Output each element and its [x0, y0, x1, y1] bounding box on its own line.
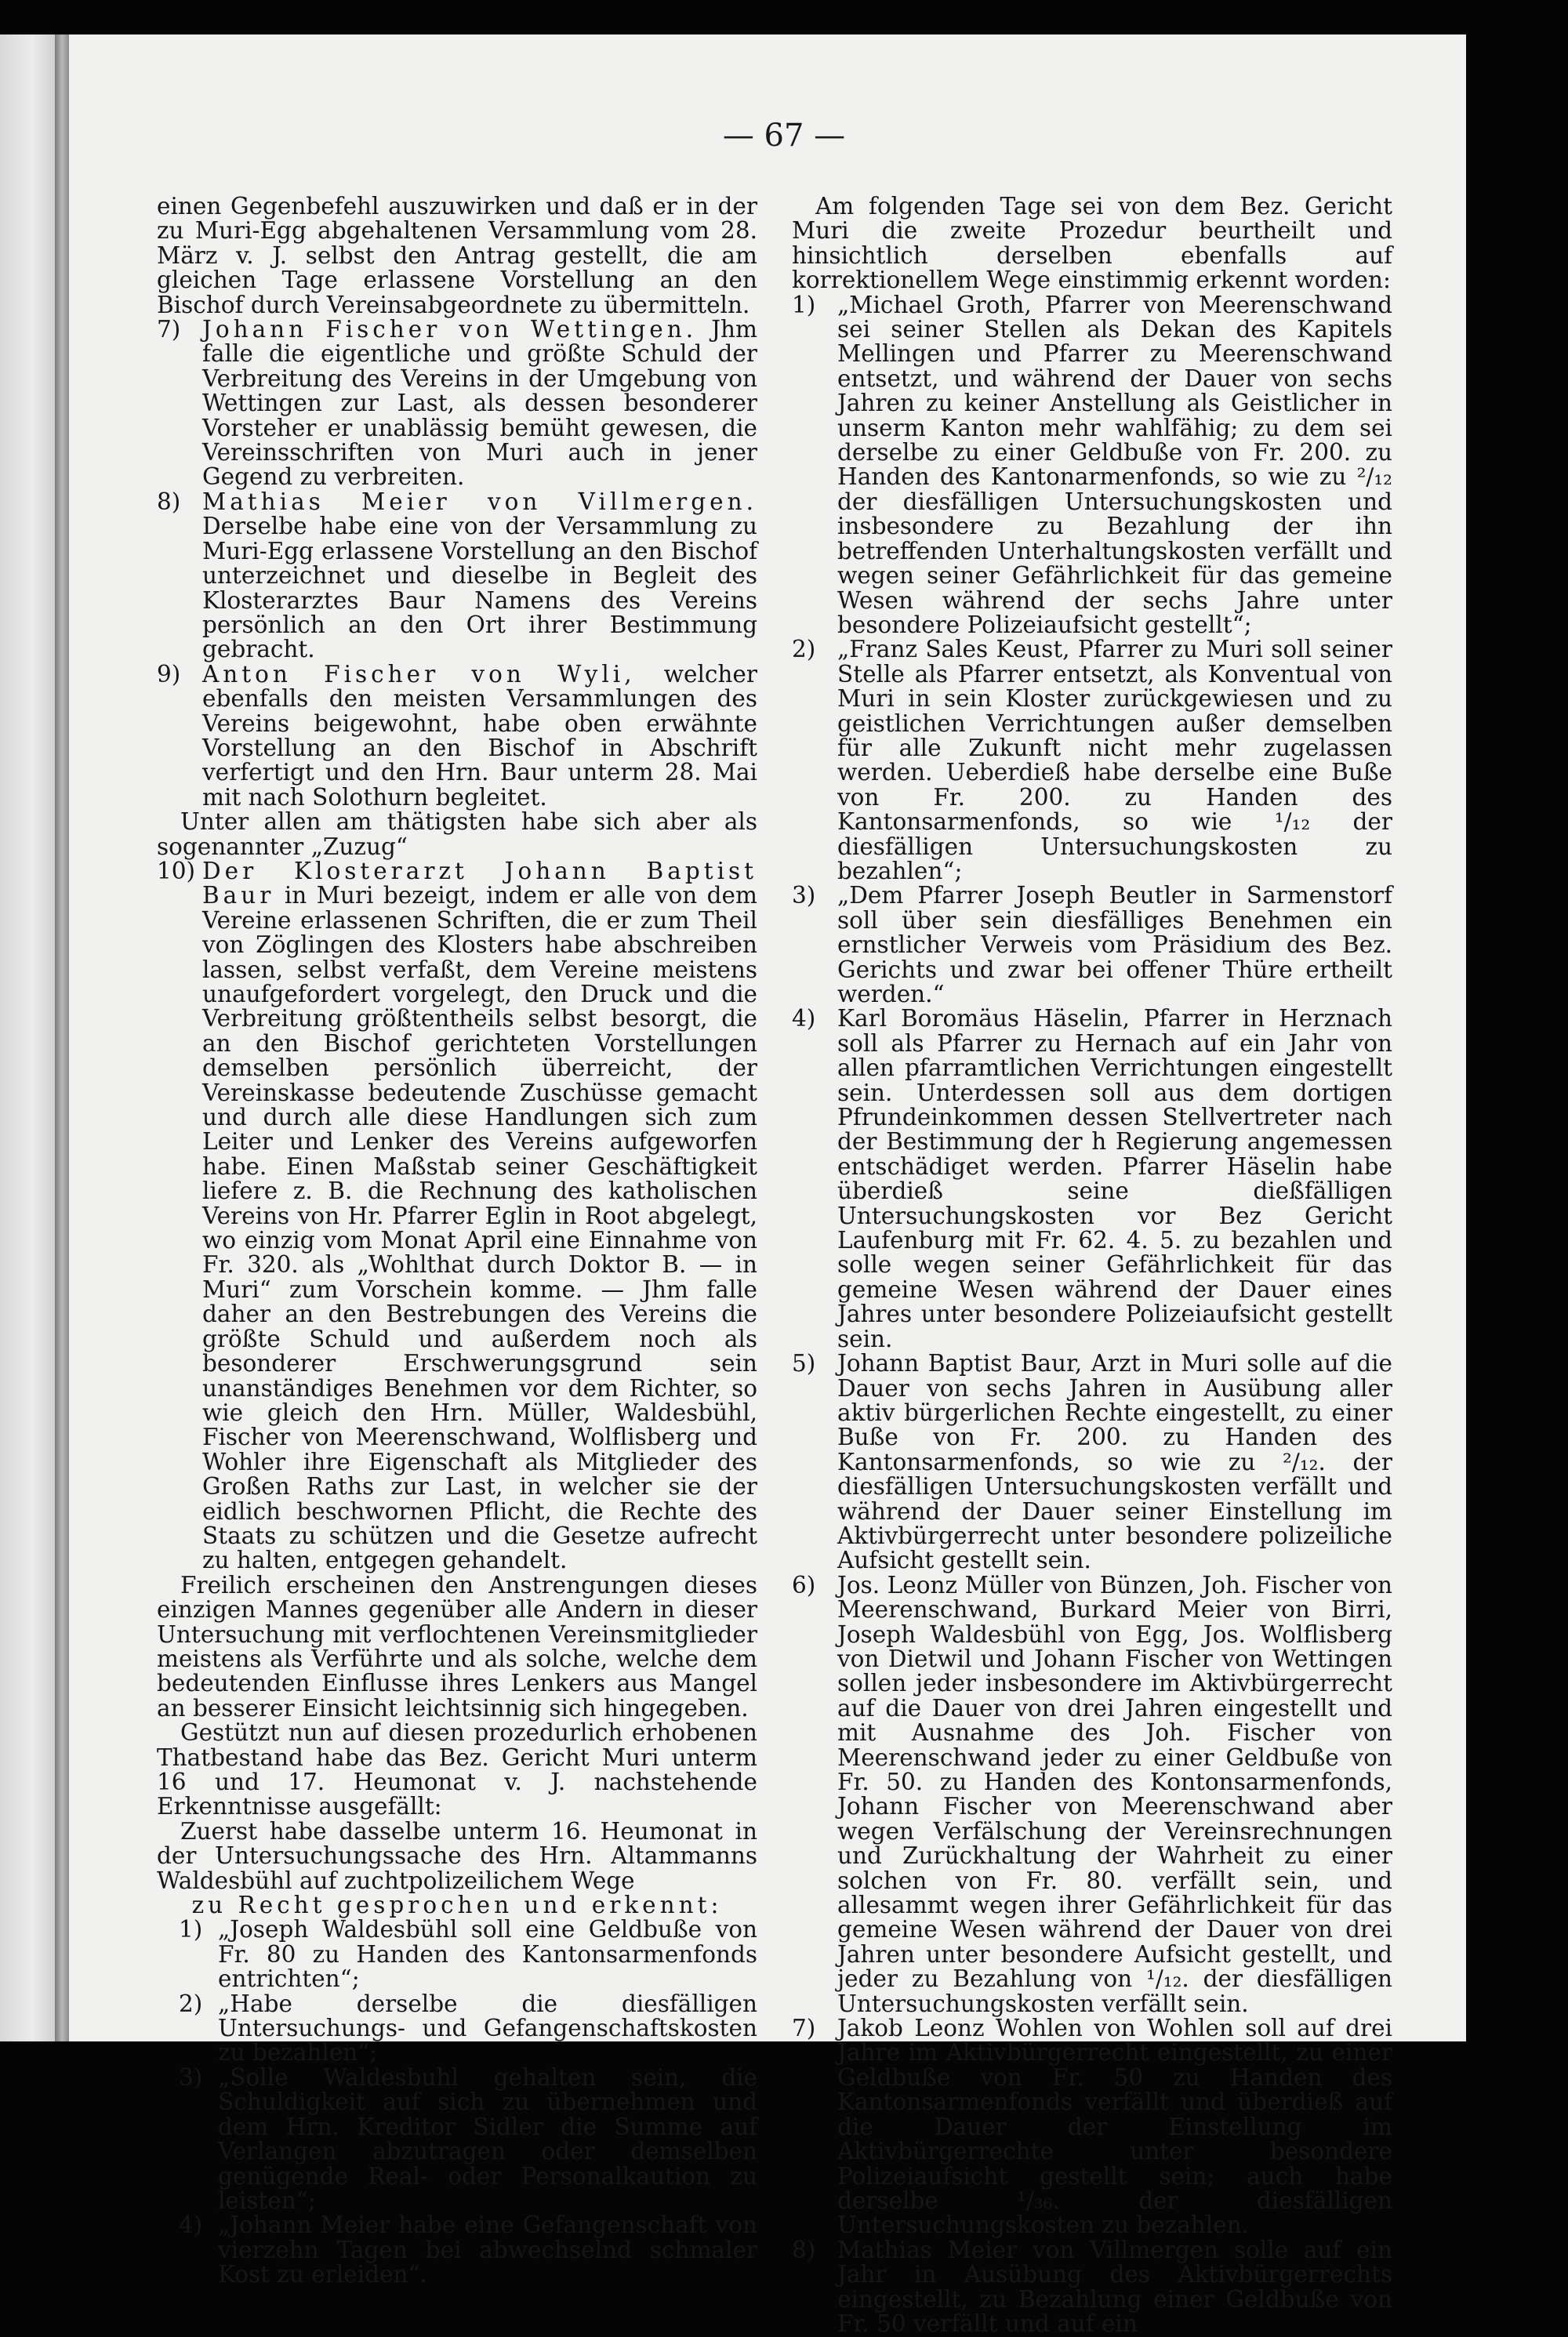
person-name: Der Klosterarzt Johann Baptist Baur — [202, 857, 757, 909]
person-name: Mathias Meier von Villmergen. — [202, 488, 757, 515]
page-number: — 67 — — [722, 118, 846, 154]
item-number: 3) — [792, 882, 816, 909]
list-item — [157, 2213, 757, 2287]
list-item — [157, 490, 757, 662]
list-item — [792, 637, 1392, 884]
item-text: Jhm falle die eigentliche und größte Schuld der Verbreitung des Vereins in der Umgebung von Wettingen zur Last, als dessen besonderer Vorsteher er unablässig bemüht gewesen, die Vereinsschriften von Muri auch in jener Gegend zu verbreiten. — [202, 316, 757, 491]
verdict-heading: zu Recht gesprochen und erkennt: — [191, 1892, 723, 1919]
list-item — [792, 1007, 1392, 1352]
zuerst-paragraph: Zuerst habe dasselbe unterm 16. Heumonat in der Untersuchungssache des Hrn. Altammanns Waldesbühl auf zuchtpolizeilichem Wege — [157, 1817, 757, 1894]
list-item — [157, 1918, 757, 1991]
item-number: 6) — [792, 1571, 816, 1599]
item-number: 1) — [792, 291, 816, 318]
item-text: Jos. Leonz Müller von Bünzen, Joh. Fischer von Meerenschwand, Burkard Meier von Birri, Joseph Waldesbühl von Egg, Jos. Wolflisberg von Dietwil und Johann Fischer von Wettingen sollen jeder insbesondere im Aktivbürgerrecht auf die Dauer von drei Jahren eingestellt und mit Ausnahme des Joh. Fischer von Meerenschwand jeder zu einer Geldbuße von Fr. 50. zu Handen des Kontonsarmenfonds, Johann Fischer von Meerenschwand aber wegen Verfälschung der Vereinsrechnungen und Zurückhaltung der Wahrheit zu einer solchen von Fr. 80. verfällt sein, und allesammt wegen ihrer Gefährlichkeit für das gemeine Wesen während der Dauer von drei Jahren unter besondere Aufsicht gestellt, und jeder zu Bezahlung von ¹/₁₂. der diesfälligen Untersuchungskosten verfällt sein. — [837, 1571, 1392, 2017]
item-text: Jakob Leonz Wohlen von Wohlen soll auf drei Jahre im Aktivbürgerrecht eingestellt, zu einer Geldbuße von Fr. 50 zu Handen des Kantonsarmenfonds verfällt und überdieß auf die Dauer der Einstellung im Aktivbürgerrechte unter besondere Polizeiaufsicht gestellt sein; auch habe derselbe ¹/₃₆. der diesfälligen Untersuchungskosten zu bezahlen. — [837, 2015, 1392, 2239]
list-item — [157, 1992, 757, 2066]
list-item — [792, 2238, 1392, 2337]
list-item — [157, 859, 757, 1573]
item-number: 4) — [179, 2212, 203, 2239]
item-text: welcher ebenfalls den meisten Versammlungen des Vereins beigewohnt, habe oben erwähnte Vorstellung an den Bischof in Abschrift verfertigt und den Hrn. Baur unterm 28. Mai mit nach Solothurn begleitet. — [202, 660, 757, 811]
left-column — [157, 194, 757, 2288]
item-number: 10) — [157, 857, 196, 884]
zuzug-paragraph: Unter allen am thätigsten habe sich aber als sogenannter „Zuzug“ — [157, 808, 757, 860]
right-intro-paragraph: Am folgenden Tage sei von dem Bez. Gericht Muri die zweite Prozedur beurtheilt und hinsichtlich derselben ebenfalls auf korrektionellem Wege einstimmig erkennt worden: — [792, 193, 1392, 294]
item-number: 4) — [792, 1005, 816, 1032]
item-number: 2) — [792, 636, 816, 663]
item-number: 8) — [792, 2236, 816, 2263]
item-text: „Michael Groth, Pfarrer von Meerenschwand sei seiner Stellen als Dekan des Kapitels Mellingen und Pfarrer zu Meerenschwand entsetzt, und während der Dauer von sechs Jahren zu keiner Anstellung als Geistlicher in unserm Kanton mehr wahlfähig; zu dem sei derselbe zu einer Geldbuße von Fr. 200. zu Handen des Kantonarmenfonds, so wie zu ²/₁₂ der diesfälligen Untersuchungskosten und insbesondere zu Bezahlung der ihn betreffenden Unterhaltungskosten verfällt und wegen seiner Gefährlichkeit für das gemeine Wesen während der sechs Jahre unter besondere Polizeiaufsicht gestellt“; — [837, 291, 1392, 638]
gestuetzt-paragraph: Gestützt nun auf diesen prozedurlich erhobenen Thatbestand habe das Bez. Gericht Muri unterm 16 und 17. Heumonat v. J. nachstehende Erkenntnisse ausgefällt: — [157, 1719, 757, 1820]
item-text: „Solle Waldesbuhl gehalten sein, die Schuldigkeit auf sich zu übernehmen und dem Hrn. Kreditor Sidler die Summe auf Verlangen abzutragen oder demselben genügende Real- oder Personalkaution zu leisten“; — [218, 2063, 757, 2214]
list-item — [157, 2063, 757, 2214]
item-text: Johann Baptist Baur, Arzt in Muri solle auf die Dauer von sechs Jahren in Ausübung aller aktiv bürgerlichen Rechte eingestellt, zu einer Buße von Fr. 200. zu Handen des Kantonsarmenfonds, so wie zu ²/₁₂. der diesfälligen Untersuchungskosten verfällt und während der Dauer seiner Einstellung im Aktivbürgerrecht unter besondere polizeiliche Aufsicht gestellt sein. — [837, 1350, 1392, 1574]
item-text: Karl Boromäus Häselin, Pfarrer in Herznach soll als Pfarrer zu Hernach auf ein Jahr von allen pfarramtlichen Verrichtungen eingestellt sein. Unterdessen soll aus dem dortigen Pfrundeinkommen dessen Stellvertreter nach der Bestimmung der h Regierung angemessen entschädiget werden. Pfarrer Häselin habe überdieß seine dießfälligen Untersuchungskosten vor Bez Gericht Laufenburg mit Fr. 62. 4. 5. zu bezahlen und solle wegen seiner Gefährlichkeit für das gemeine Wesen während der Dauer eines Jahres unter besondere Polizeiaufsicht gestellt sein. — [837, 1005, 1392, 1352]
item-text: „Dem Pfarrer Joseph Beutler in Sarmenstorf soll über sein diesfälliges Benehmen ein ernstlicher Verweis vom Präsidium des Bez. Gerichts und zwar bei offener Thüre ertheilt werden.“ — [837, 882, 1392, 1007]
item-number: 7) — [157, 316, 181, 343]
item-text: „Franz Sales Keust, Pfarrer zu Muri soll seiner Stelle als Pfarrer entsetzt, als Konventual von Muri in sein Kloster zurückgewiesen und zu geistlichen Verrichtungen außer demselben für alle Zukunft nicht mehr zugelassen werden. Ueberdieß habe derselbe eine Buße von Fr. 200. zu Handen des Kantonsarmenfonds, so wie ¹/₁₂ der diesfälligen Untersuchungskosten zu bezahlen“; — [837, 636, 1392, 884]
item-text: „Habe derselbe die diesfälligen Untersuchungs- und Gefangenschaftskosten zu bezahlen“; — [218, 1990, 757, 2067]
facing-page-edge — [0, 34, 55, 2041]
item-number: 5) — [792, 1350, 816, 1377]
item-text: „Johann Meier habe eine Gefangenschaft von vierzehn Tagen bei abwechselnd schmaler Kost zu erleiden“. — [218, 2212, 757, 2288]
left-intro-paragraph: einen Gegenbefehl auszuwirken und daß er in der zu Muri-Egg abgehaltenen Versammlung vom 28. März v. J. selbst den Antrag gestellt, die am gleichen Tage erlassene Vorstellung an den Bischof durch Vereinsabgeordnete zu übermitteln. — [157, 193, 757, 318]
item-number: 3) — [179, 2063, 203, 2091]
book-spine — [55, 34, 69, 2041]
item-number: 8) — [157, 488, 181, 515]
item-number: 9) — [157, 660, 181, 688]
person-name: Johann Fischer von Wettingen. — [202, 316, 698, 343]
person-name: Anton Fischer von Wyli, — [202, 660, 636, 688]
list-item — [792, 884, 1392, 1007]
freilich-paragraph: Freilich erscheinen den Anstrengungen dieses einzigen Mannes gegenüber alle Andern in dieser Untersuchung mit verflochtenen Vereinsmitglieder meistens als Verführte und als solche, welche dem bedeutenden Einflusse ihres Lenkers aus Mangel an besserer Einsicht leichtsinnig sich hingegeben. — [157, 1571, 757, 1722]
list-item — [792, 2016, 1392, 2238]
item-text: Mathias Meier von Villmergen solle auf ein Jahr in Ausübung des Aktivbürgerrechts eingestellt, zu Bezahlung einer Geldbuße von Fr. 50 verfällt und auf ein — [837, 2236, 1392, 2337]
list-item — [792, 293, 1392, 638]
item-number: 1) — [179, 1916, 203, 1943]
item-number: 7) — [792, 2015, 816, 2042]
list-item — [157, 318, 757, 490]
item-text: in Muri bezeigt, indem er alle von dem Vereine erlassenen Schriften, die er zum Theil von Zöglingen des Klosters habe abschreiben lassen, selbst verfaßt, dem Vereine meistens unaufgefordert vorgelegt, den Druck und die Verbreitung größtentheils selbst besorgt, die an den Bischof gerichteten Vorstellungen demselben persönlich überreicht, der Vereinskasse bedeutende Zuschüsse gemacht und durch alle diese Handlungen sich zum Leiter und Lenker des Vereins aufgeworfen habe. Einen Maßstab seiner Geschäftigkeit liefere z. B. die Rechnung des katholischen Vereins von Hr. Pfarrer Eglin in Root abgelegt, wo einzig vom Monat April eine Einnahme von Fr. 320. als „Wohlthat durch Doktor B. — in Muri“ zum Vorschein komme. — Jhm falle daher an den Bestrebungen des Vereins die größte Schuld und außerdem noch als besonderer Erschwerungsgrund sein unanständiges Benehmen vor dem Richter, so wie gleich den Hrn. Müller, Waldesbühl, Fischer von Meerenschwand, Wolflisberg und Wohler ihre Eigenschaft als Mitglieder des Großen Raths zur Last, in welcher sie der eidlich beschwornen Pflicht, die Rechte des Staats zu schützen und die Gesetze aufrecht zu halten, entgegen gehandelt. — [202, 882, 757, 1574]
list-item — [157, 662, 757, 810]
list-item — [792, 1573, 1392, 2016]
right-column — [792, 194, 1392, 2336]
item-text: Derselbe habe eine von der Versammlung zu Muri-Egg erlassene Vorstellung an den Bischof unterzeichnet und dieselbe in Begleit des Klosterarztes Baur Namens des Vereins persönlich an den Ort ihrer Bestimmung gebracht. — [202, 513, 757, 663]
item-text: „Joseph Waldesbühl soll eine Geldbuße von Fr. 80 zu Handen des Kantonsarmenfonds entrichten“; — [218, 1916, 757, 1993]
list-item — [792, 1352, 1392, 1573]
item-number: 2) — [179, 1990, 203, 2017]
